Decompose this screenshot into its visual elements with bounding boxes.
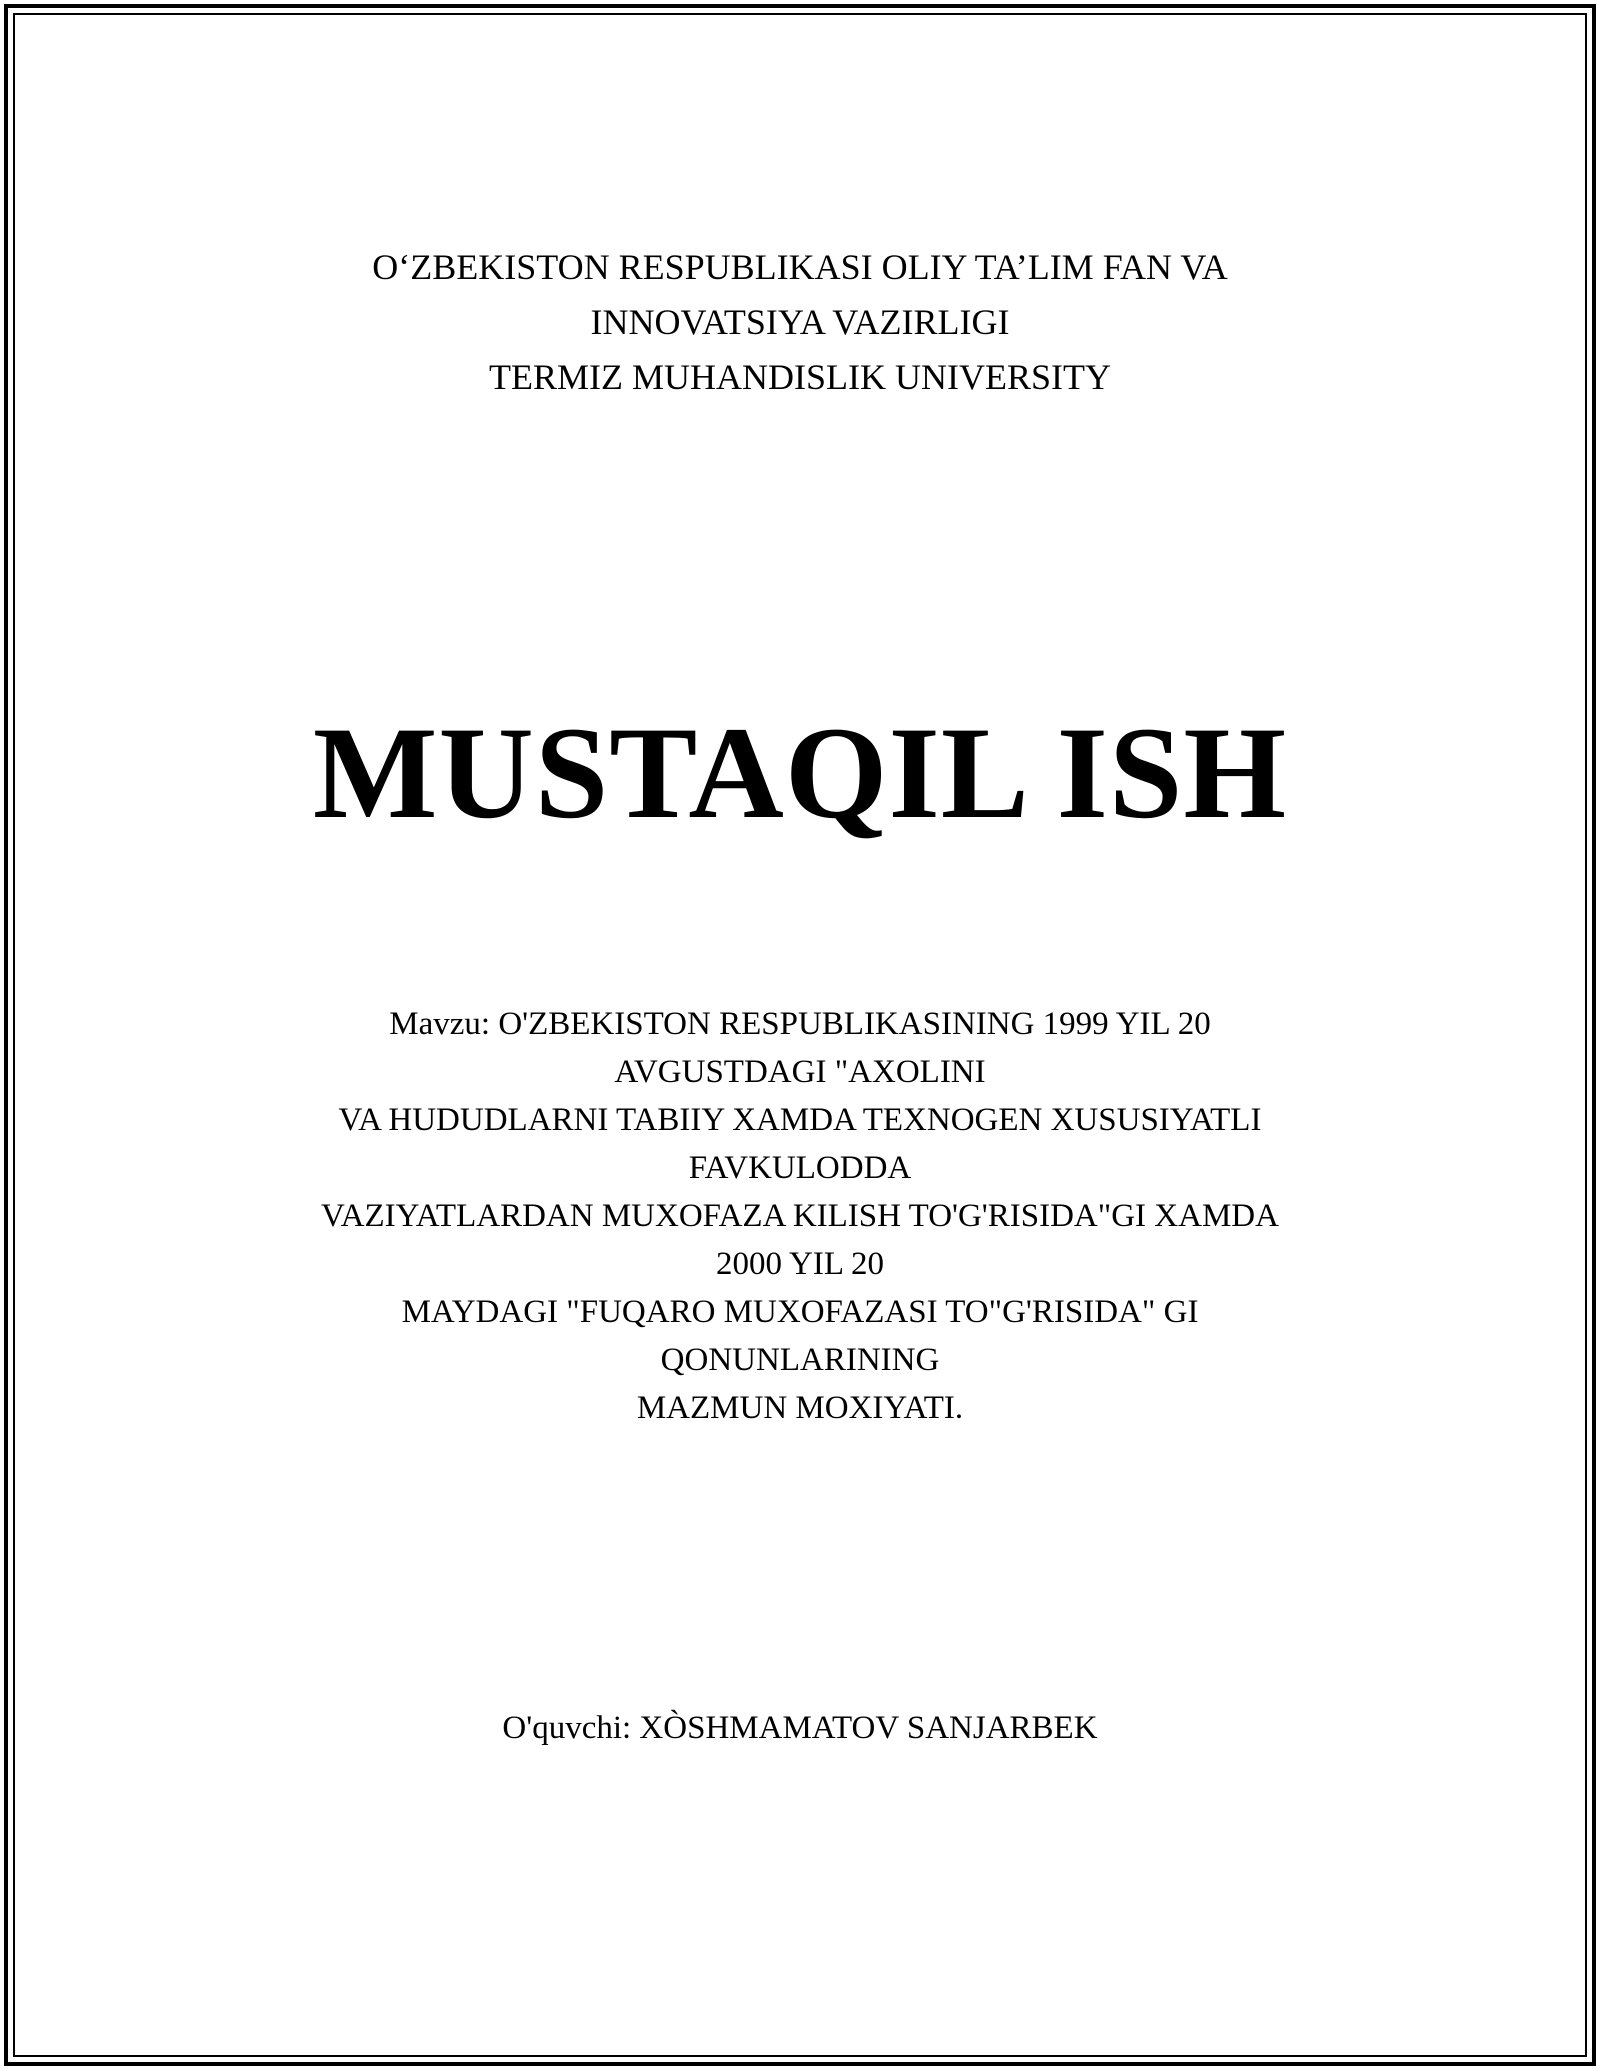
ministry-line-1: O‘ZBEKISTON RESPUBLIKASI OLIY TA’LIM FAN VA [372, 247, 1228, 287]
topic-line-5: VAZIYATLARDAN MUXOFAZA KILISH TO'G'RISIDA"GI XAMDA [321, 1198, 1279, 1234]
topic-block [0, 1000, 1600, 1432]
university-line: TERMIZ MUHANDISLIK UNIVERSITY [489, 357, 1111, 397]
ministry-line-2: INNOVATSIYA VAZIRLIGI [590, 302, 1010, 342]
topic-line-8: QONUNLARINING [660, 1342, 940, 1378]
document-title: MUSTAQIL ISH [312, 699, 1288, 846]
topic-line-4: FAVKULODDA [688, 1150, 912, 1186]
topic-line-7: MAYDAGI "FUQARO MUXOFAZASI TO"G'RISIDA" GI [401, 1294, 1199, 1330]
student-name: O'quvchi: XÒSHMAMATOV SANJARBEK [502, 1710, 1098, 1746]
topic-line-2: AVGUSTDAGI "AXOLINI [614, 1054, 986, 1090]
topic-line-1: Mavzu: O'ZBEKISTON RESPUBLIKASINING 1999 YIL 20 [389, 1006, 1211, 1042]
topic-line-6: 2000 YIL 20 [715, 1246, 885, 1282]
topic-line-9: MAZMUN MOXIYATI. [636, 1390, 964, 1426]
topic-line-3: VA HUDUDLARNI TABIIY XAMDA TEXNOGEN XUSUSIYATLI [338, 1102, 1262, 1138]
institution-header [0, 240, 1600, 405]
